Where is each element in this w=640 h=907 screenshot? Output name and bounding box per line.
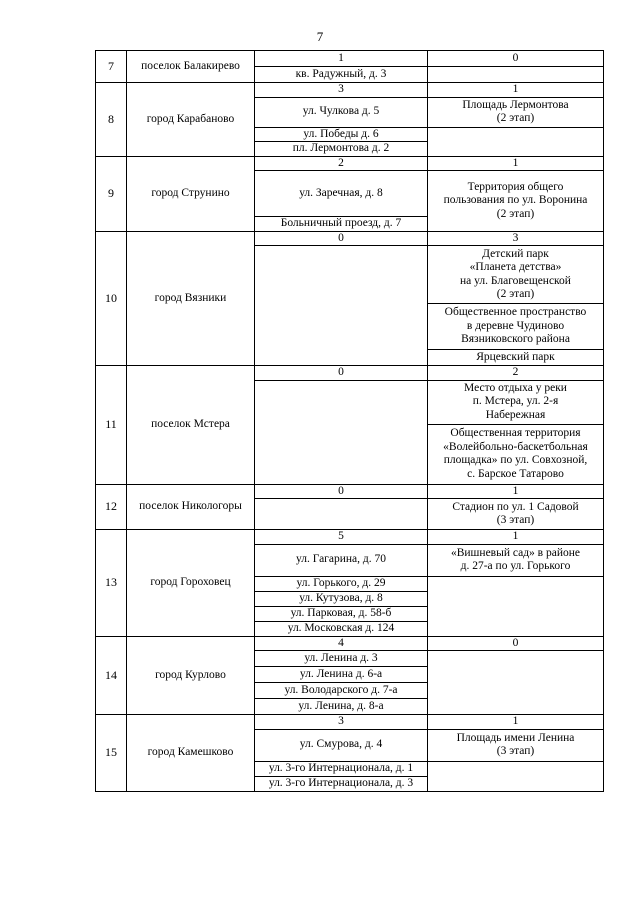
public-count: 1	[428, 715, 604, 730]
yards-count: 3	[255, 715, 428, 730]
public-count: 1	[428, 530, 604, 545]
row-number: 11	[96, 366, 127, 485]
yard-address: кв. Радужный, д. 3	[255, 67, 428, 83]
public-space-line: (2 этап)	[496, 288, 535, 300]
row-number: 15	[96, 715, 127, 792]
public-space-line: Территория общего	[467, 180, 564, 193]
yard-address: ул. Володарского д. 7-а	[255, 683, 428, 699]
public-space-empty	[428, 576, 604, 636]
yard-address: пл. Лермонтова д. 2	[255, 142, 428, 157]
improvement-table	[95, 50, 604, 792]
public-space-line: на ул. Благовещенской	[460, 274, 571, 287]
public-count: 2	[428, 366, 604, 381]
public-space-line: площадка» по ул. Совхозной,	[443, 454, 588, 466]
yard-address: ул. Московская д. 124	[255, 621, 428, 636]
yards-count: 2	[255, 156, 428, 171]
public-space-line: «Волейбольно-баскетбольная	[443, 440, 588, 453]
yards-empty	[255, 499, 428, 530]
public-space-line: (2 этап)	[496, 112, 535, 124]
yard-address: ул. 3-го Интернационала, д. 3	[255, 776, 428, 791]
yards-count: 0	[255, 366, 428, 381]
settlement-name: поселок Балакирево	[127, 51, 255, 83]
public-count: 1	[428, 83, 604, 98]
yards-count: 5	[255, 530, 428, 545]
row-number: 8	[96, 83, 127, 157]
settlement-name: поселок Мстера	[127, 366, 255, 485]
yard-address: Больничный проезд, д. 7	[255, 217, 428, 232]
public-space-line: (3 этап)	[496, 514, 535, 526]
public-space	[428, 499, 604, 530]
public-space	[428, 304, 604, 350]
yard-address: ул. Победы д. 6	[255, 127, 428, 142]
public-space	[428, 729, 604, 761]
yard-address: ул. Ленина д. 3	[255, 651, 428, 667]
row-number: 9	[96, 156, 127, 231]
public-space-empty	[428, 651, 604, 715]
public-count: 3	[428, 231, 604, 246]
public-space	[428, 544, 604, 576]
public-space-line: пользования по ул. Воронина	[443, 194, 588, 206]
yards-count: 0	[255, 231, 428, 246]
public-count: 0	[428, 636, 604, 651]
yard-address: ул. Парковая, д. 58-б	[255, 606, 428, 621]
public-space	[428, 97, 604, 127]
public-space-empty	[428, 67, 604, 83]
public-space-line: (2 этап)	[496, 207, 535, 220]
yard-address: ул. Гагарина, д. 70	[255, 544, 428, 576]
settlement-name: город Курлово	[127, 636, 255, 715]
yards-empty	[255, 380, 428, 484]
page-number: 7	[316, 29, 324, 44]
settlement-name: город Гороховец	[127, 530, 255, 637]
yard-address: ул. Заречная, д. 8	[255, 171, 428, 217]
public-space-line: Общественная территория	[450, 427, 581, 439]
yard-address: ул. 3-го Интернационала, д. 1	[255, 761, 428, 776]
yard-address: ул. Горького, д. 29	[255, 576, 428, 591]
public-space	[428, 380, 604, 424]
public-space-line: «Планета детства»	[469, 261, 562, 273]
public-space-line: Набережная	[485, 408, 546, 421]
settlement-name: город Карабаново	[127, 83, 255, 157]
yard-address: ул. Смурова, д. 4	[255, 729, 428, 761]
settlement-name: поселок Никологоры	[127, 484, 255, 530]
yard-address: ул. Кутузова, д. 8	[255, 591, 428, 606]
yards-empty	[255, 246, 428, 366]
row-number: 7	[96, 51, 127, 83]
settlement-name: город Камешково	[127, 715, 255, 792]
public-count: 0	[428, 51, 604, 67]
yard-address: ул. Ленина д. 6-а	[255, 667, 428, 683]
public-space-line: Детский парк	[482, 247, 549, 260]
row-number: 13	[96, 530, 127, 637]
yards-count: 3	[255, 83, 428, 98]
public-space-line: Вязниковского района	[461, 333, 570, 346]
public-space-line: д. 27-а по ул. Горького	[460, 560, 571, 572]
public-space-empty	[428, 761, 604, 791]
public-count: 1	[428, 156, 604, 171]
row-number: 10	[96, 231, 127, 366]
yards-count: 0	[255, 484, 428, 499]
yards-count: 4	[255, 636, 428, 651]
public-space-line: Общественное пространство	[444, 306, 587, 319]
public-space	[428, 171, 604, 232]
public-space-line: Стадион по ул. 1 Садовой	[452, 500, 579, 513]
public-space	[428, 424, 604, 484]
public-space	[428, 246, 604, 304]
public-space: Ярцевский парк	[428, 350, 604, 366]
public-count: 1	[428, 484, 604, 499]
public-space-line: с. Барское Татарово	[467, 467, 564, 480]
yard-address: ул. Чулкова д. 5	[255, 97, 428, 127]
settlement-name: город Вязники	[127, 231, 255, 366]
row-number: 14	[96, 636, 127, 715]
public-space-line: Место отдыха у реки	[464, 381, 567, 394]
public-space-line: в деревне Чудиново	[466, 319, 565, 332]
public-space-line: Площадь имени Ленина	[456, 731, 575, 744]
public-space-empty	[428, 127, 604, 156]
public-space-line: «Вишневый сад» в районе	[450, 546, 581, 559]
public-space-line: (3 этап)	[496, 745, 535, 757]
yard-address: ул. Ленина, д. 8-а	[255, 699, 428, 715]
settlement-name: город Струнино	[127, 156, 255, 231]
row-number: 12	[96, 484, 127, 530]
yards-count: 1	[255, 51, 428, 67]
public-space-line: п. Мстера, ул. 2-я	[472, 395, 559, 408]
public-space-line: Площадь Лермонтова	[462, 98, 569, 111]
